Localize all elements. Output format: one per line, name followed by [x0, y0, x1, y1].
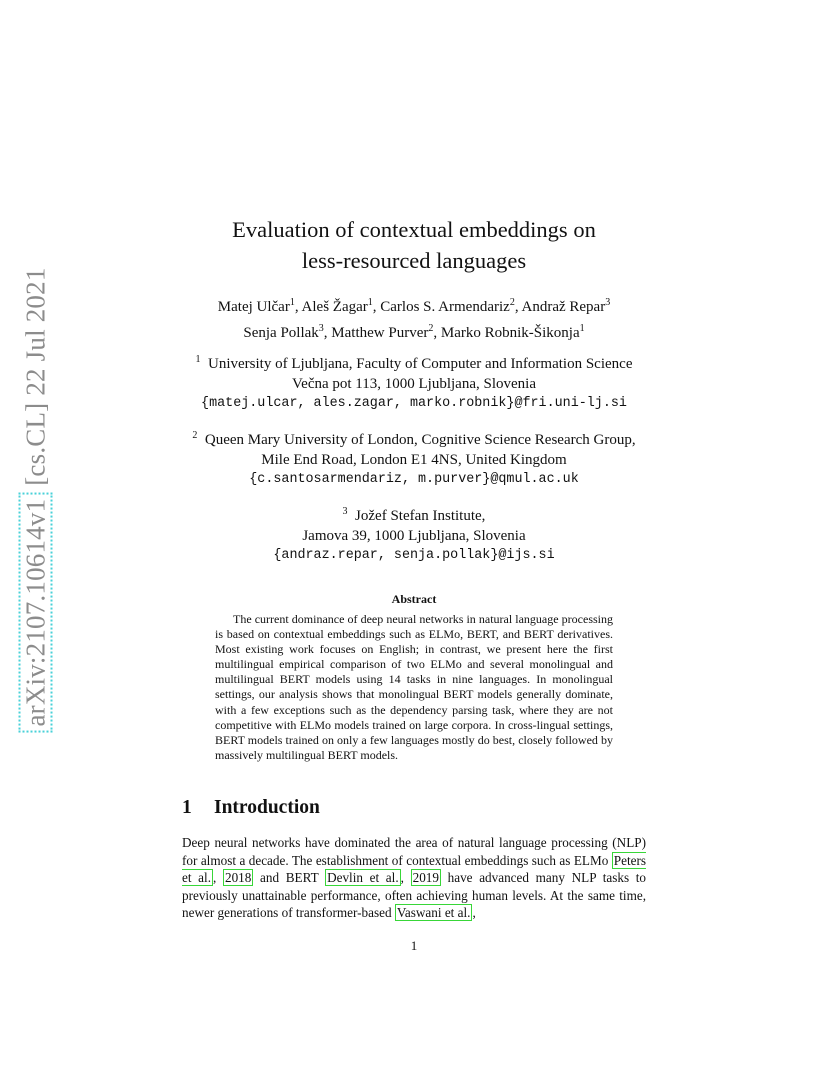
author-affiliation-mark: 3	[318, 323, 324, 334]
affiliation-line-1	[0, 502, 828, 527]
author-name: Matej Ulčar	[217, 299, 290, 315]
arxiv-date: 22 Jul 2021	[20, 267, 51, 396]
citation-link[interactable]: Vaswani et al.	[396, 905, 471, 921]
author-name: Marko Robnik-Šikonja	[440, 325, 580, 341]
affiliation-line-1	[0, 350, 828, 375]
citation-link[interactable]: Devlin et al.	[327, 870, 399, 886]
affiliation-address: Jamova 39, 1000 Ljubljana, Slovenia	[302, 527, 526, 544]
arxiv-category: [cs.CL]	[20, 402, 51, 486]
author-affiliation-mark: 3	[605, 297, 611, 308]
intro-text: Deep neural networks have dominated the area of natural language processing (NLP) for almost a decade. The establishment of contextual embeddings such as ELMo	[182, 835, 646, 868]
author-affiliation-mark: 2	[428, 323, 434, 334]
intro-text: and BERT	[253, 870, 326, 886]
author-name: Andraž Repar	[521, 299, 606, 315]
affiliation-address: Mile End Road, London E1 4NS, United Kingdom	[261, 451, 567, 468]
citation-year-link[interactable]: 2018	[224, 870, 252, 886]
author-name: Carlos S. Armendariz	[380, 299, 510, 315]
author-name: Matthew Purver	[331, 325, 429, 341]
affiliation-mark: 2	[192, 430, 198, 441]
affiliation-address: Večna pot 113, 1000 Ljubljana, Slovenia	[292, 375, 536, 392]
section-number: 1	[182, 797, 192, 818]
author-name: Aleš Žagar	[301, 299, 368, 315]
author-name: Senja Pollak	[243, 325, 319, 341]
affiliation-1	[0, 350, 828, 414]
abstract-heading: Abstract	[391, 592, 437, 606]
intro-text: have advanced many NLP tasks to previously unattainable performance, often achieving human levels. At the same time, newer generations of transformer-based	[182, 870, 646, 921]
affiliation-mark: 3	[342, 506, 348, 517]
citation-year-link[interactable]: 2019	[412, 870, 439, 886]
affiliation-email[interactable]: {andraz.repar, senja.pollak}@ijs.si	[273, 548, 555, 563]
affiliation-institution: Queen Mary University of London, Cognitive Science Research Group,	[204, 432, 636, 448]
author-affiliation-mark: 1	[289, 297, 295, 308]
affiliation-institution: Jožef Stefan Institute,	[355, 508, 486, 524]
affiliation-line-1	[0, 426, 828, 451]
page-number: 1	[410, 938, 418, 953]
affiliation-3	[0, 502, 828, 566]
section-heading	[182, 797, 320, 819]
affiliation-email[interactable]: {c.santosarmendariz, m.purver}@qmul.ac.uk	[249, 472, 579, 487]
author-line-1: Matej Ulčar$^1$, Aleš Žagar$^1$, Carlos S. Armendariz$^2$, Andraž Repar$^3$	[217, 297, 611, 315]
title-line-2: less-resourced languages	[301, 248, 527, 273]
affiliation-email[interactable]: {matej.ulcar, ales.zagar, marko.robnik}@fri.uni-lj.si	[201, 396, 627, 411]
author-line-2: Senja Pollak$^3$, Matthew Purver$^2$, Marko Robnik-Šikonja$^1$	[243, 323, 585, 341]
author-affiliation-mark: 1	[579, 323, 585, 334]
intro-paragraph: Deep neural networks have dominated the area of natural language processing (NLP) for almost a decade. The establishment of contextual embeddings such as ELMo Peters et al. , 2018 and BERT Devlin et al. , 2019 have advanced many NLP tasks to previously unattainable performance, often achieving human levels. At the same time, newer generations of transformer-based Vaswani et al. ,	[182, 835, 646, 921]
citation-link[interactable]: Peters et al.	[182, 852, 646, 886]
author-affiliation-mark: 1	[367, 297, 373, 308]
arxiv-id-link[interactable]: arXiv:2107.10614v1	[19, 493, 53, 733]
author-list	[0, 292, 828, 344]
abstract-text: The current dominance of deep neural networks in natural language processing is based on contextual embeddings such as ELMo, BERT, and BERT derivatives. Most existing work focuses on English; in contrast, we present here the first multilingual empirical comparison of two ELMo and several monolingual and multilingual BERT models using 14 tasks in nine languages. In monolingual settings, our analysis shows that monolingual BERT models generally dominate, with a few exceptions such as the dependency parsing task, where they are not competitive with ELMo models trained on large corpora. In cross-lingual settings, BERT models trained on only a few languages mostly do best, closely followed by massively multilingual BERT models.	[215, 612, 613, 762]
affiliation-mark: 1	[195, 354, 201, 365]
section-title: Introduction	[214, 797, 320, 818]
intro-text: ,	[472, 905, 476, 921]
affiliation-institution: University of Ljubljana, Faculty of Computer and Information Science	[208, 356, 633, 372]
title-line-1: Evaluation of contextual embeddings on	[232, 217, 596, 242]
paper-title	[0, 214, 828, 276]
author-affiliation-mark: 2	[509, 297, 515, 308]
affiliation-2	[0, 426, 828, 490]
